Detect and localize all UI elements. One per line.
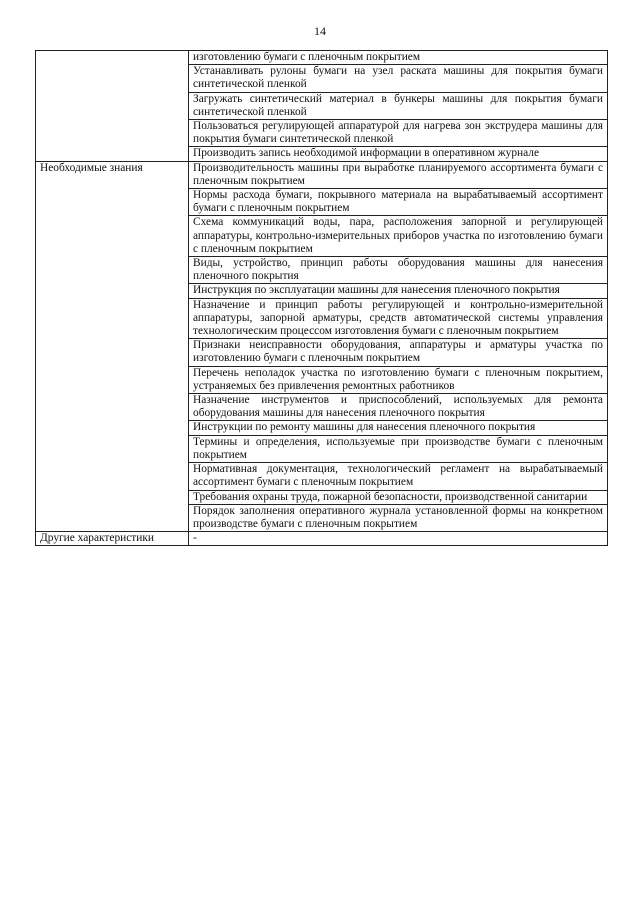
other-value: - (189, 532, 608, 546)
knowledge-item: Инструкции по ремонту машины для нанесения пленочного покрытия (189, 421, 608, 435)
table-row (36, 161, 608, 188)
other-label: Другие характеристики (36, 532, 189, 546)
actions-label-cell (36, 51, 189, 162)
knowledge-item: Порядок заполнения оперативного журнала установленной формы на конкретном производстве бумаги с пленочным покрытием (189, 504, 608, 531)
action-item: Пользоваться регулирующей аппаратурой для нагрева зон экструдера машины для покрытия бумаги синтетической пленкой (189, 120, 608, 147)
table-row (36, 532, 608, 546)
knowledge-item: Виды, устройство, принцип работы оборудования машины для нанесения пленочного покрытия (189, 257, 608, 284)
page-number: 14 (314, 24, 326, 38)
knowledge-item: Назначение инструментов и приспособлений, используемых для ремонта оборудования машины для нанесения пленочного покрытия (189, 394, 608, 421)
knowledge-item: Признаки неисправности оборудования, аппаратуры и арматуры участка по изготовлению бумаги с пленочным покрытием (189, 339, 608, 366)
action-item: Загружать синтетический материал в бункеры машины для покрытия бумаги синтетической пленкой (189, 92, 608, 119)
table-row (36, 51, 608, 65)
action-item: Устанавливать рулоны бумаги на узел раската машины для покрытия бумаги синтетической пленкой (189, 65, 608, 92)
knowledge-item: Назначение и принцип работы регулирующей и контрольно-измерительной аппаратуры, запорной арматуры, средств автоматической системы управления технологическим процессом изготовления бумаги с пленочным покрытием (189, 298, 608, 339)
knowledge-item: Нормативная документация, технологический регламент на вырабатываемый ассортимент бумаги с пленочным покрытием (189, 463, 608, 490)
knowledge-item: Производительность машины при выработке планируемого ассортимента бумаги с пленочным покрытием (189, 161, 608, 188)
knowledge-item: Требования охраны труда, пожарной безопасности, производственной санитарии (189, 490, 608, 504)
knowledge-item: Нормы расхода бумаги, покрывного материала на вырабатываемый ассортимент бумаги с пленочным покрытием (189, 189, 608, 216)
action-item: Производить запись необходимой информации в оперативном журнале (189, 147, 608, 161)
competence-table (35, 50, 608, 546)
knowledge-label: Необходимые знания (36, 161, 189, 531)
knowledge-item: Термины и определения, используемые при производстве бумаги с пленочным покрытием (189, 435, 608, 462)
action-item: изготовлению бумаги с пленочным покрытием (189, 51, 608, 65)
knowledge-item: Схема коммуникаций воды, пара, расположения запорной и регулирующей аппаратуры, контрольно-измерительных приборов участка по изготовлению бумаги с пленочным покрытием (189, 216, 608, 257)
knowledge-item: Инструкция по эксплуатации машины для нанесения пленочного покрытия (189, 284, 608, 298)
knowledge-item: Перечень неполадок участка по изготовлению бумаги с пленочным покрытием, устраняемых без привлечения ремонтных работников (189, 366, 608, 393)
